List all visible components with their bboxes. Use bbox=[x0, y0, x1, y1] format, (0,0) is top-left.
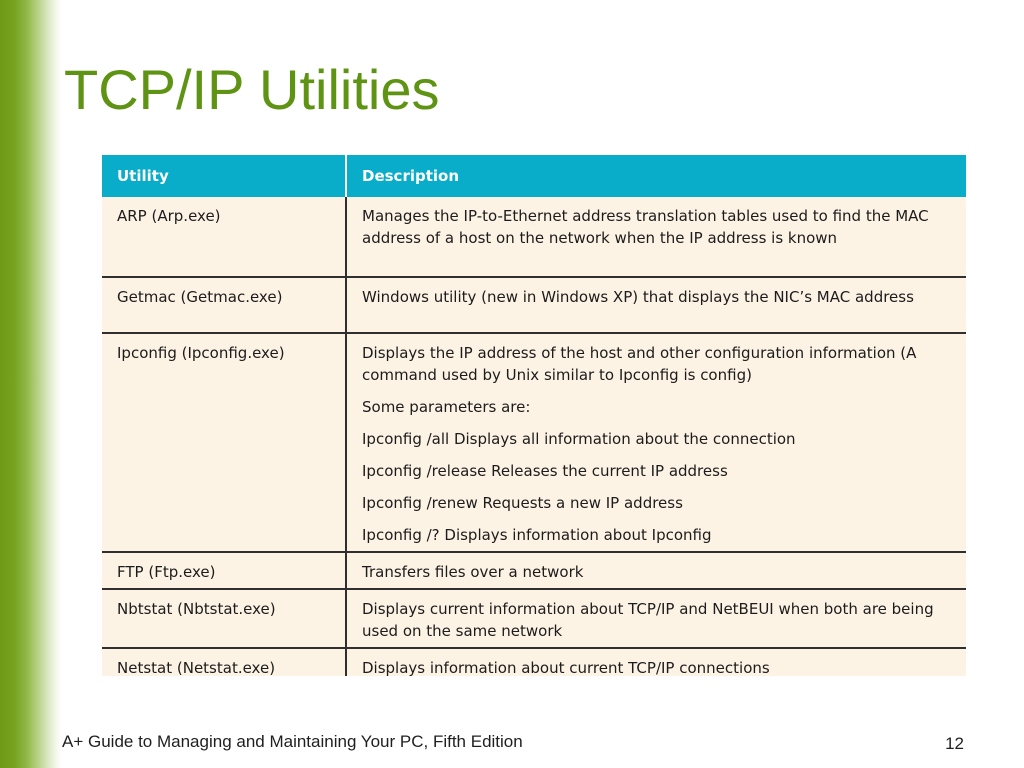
table-row bbox=[102, 277, 966, 333]
footer-book-title: A+ Guide to Managing and Maintaining Your PC, Fifth Edition bbox=[62, 732, 523, 751]
utilities-table-panel bbox=[102, 155, 966, 676]
description-line: Displays the IP address of the host and other configuration information (A command used by Unix similar to Ipconfig is config) bbox=[362, 344, 917, 384]
description-line: Displays current information about TCP/IP and NetBEUI when both are being used on the same network bbox=[362, 600, 934, 640]
column-header-utility: Utility bbox=[102, 155, 346, 197]
description-line: Some parameters are: bbox=[362, 398, 531, 416]
utility-description bbox=[346, 589, 966, 648]
description-line: Ipconfig /all Displays all information about the connection bbox=[362, 430, 796, 448]
table-row bbox=[102, 197, 966, 277]
utility-name: Getmac (Getmac.exe) bbox=[102, 277, 346, 333]
utility-description bbox=[346, 277, 966, 333]
utility-name: Netstat (Netstat.exe) bbox=[102, 648, 346, 676]
utility-name: Ipconfig (Ipconfig.exe) bbox=[102, 333, 346, 552]
description-line: Transfers files over a network bbox=[362, 563, 584, 581]
utilities-table bbox=[102, 155, 966, 676]
utility-description bbox=[346, 197, 966, 277]
description-line: Windows utility (new in Windows XP) that displays the NIC’s MAC address bbox=[362, 288, 914, 306]
utility-description bbox=[346, 552, 966, 589]
utility-name: ARP (Arp.exe) bbox=[102, 197, 346, 277]
utility-description bbox=[346, 648, 966, 676]
description-line: Ipconfig /renew Requests a new IP address bbox=[362, 494, 683, 512]
utility-name: Nbtstat (Nbtstat.exe) bbox=[102, 589, 346, 648]
utility-name: FTP (Ftp.exe) bbox=[102, 552, 346, 589]
description-line: Ipconfig /release Releases the current IP address bbox=[362, 462, 728, 480]
description-line: Manages the IP-to-Ethernet address translation tables used to find the MAC address of a host on the network when the IP address is known bbox=[362, 207, 929, 247]
description-line: Ipconfig /? Displays information about Ipconfig bbox=[362, 526, 712, 544]
table-row bbox=[102, 552, 966, 589]
table-row bbox=[102, 333, 966, 552]
table-header-row bbox=[102, 155, 966, 197]
footer-page-number: 12 bbox=[945, 734, 964, 753]
slide-title: TCP/IP Utilities bbox=[64, 58, 440, 121]
table-row bbox=[102, 589, 966, 648]
description-line: Displays information about current TCP/IP connections bbox=[362, 659, 770, 676]
column-header-description: Description bbox=[346, 155, 966, 197]
table-row bbox=[102, 648, 966, 676]
decorative-green-bar bbox=[0, 0, 62, 768]
utility-description bbox=[346, 333, 966, 552]
